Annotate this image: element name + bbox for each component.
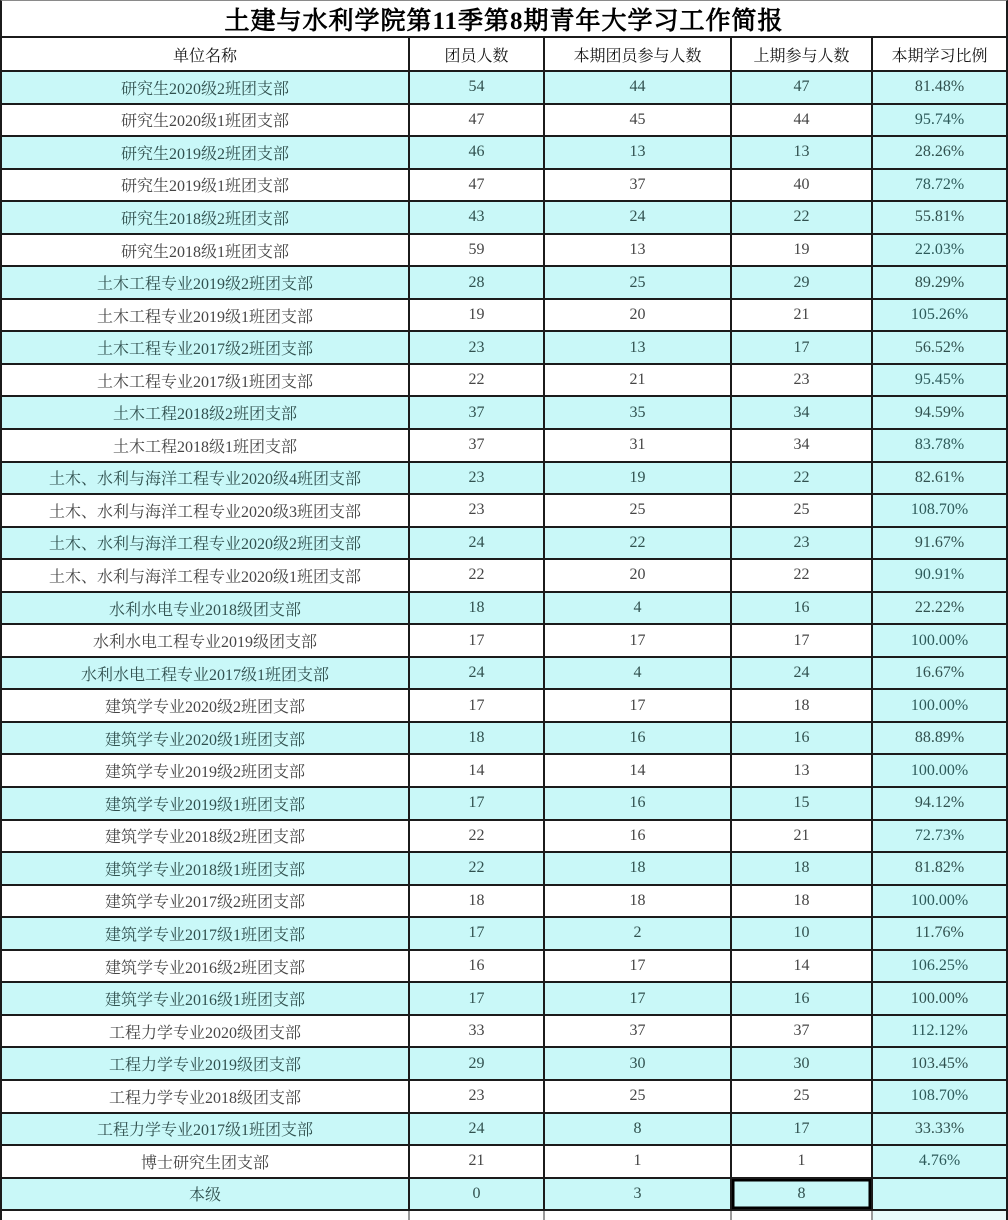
- cell-members[interactable]: 22: [410, 821, 545, 852]
- column-header-ratio[interactable]: 本期学习比例: [873, 38, 1006, 70]
- cell-members[interactable]: 22: [410, 365, 545, 396]
- table-row: [2, 1081, 1006, 1114]
- partial-cell: [873, 1211, 1006, 1220]
- table-header: [2, 38, 1006, 72]
- cell-previous[interactable]: 17: [732, 1114, 873, 1145]
- cell-members[interactable]: 17: [410, 788, 545, 819]
- cell-name[interactable]: 土木、水利与海洋工程专业2020级3班团支部: [2, 495, 410, 526]
- cell-current[interactable]: 37: [545, 1016, 732, 1047]
- column-header-unit-name[interactable]: 单位名称: [2, 38, 410, 70]
- cell-current[interactable]: 13: [545, 137, 732, 168]
- table-row: [2, 560, 1006, 593]
- cell-previous[interactable]: 18: [732, 853, 873, 884]
- cell-name[interactable]: 建筑学专业2019级2班团支部: [2, 755, 410, 786]
- cell-previous[interactable]: 21: [732, 300, 873, 331]
- column-header-previous[interactable]: 上期参与人数: [732, 38, 873, 70]
- table-row: [2, 625, 1006, 658]
- cell-name[interactable]: 土木工程专业2019级2班团支部: [2, 267, 410, 298]
- cell-ratio[interactable]: 94.12%: [873, 788, 1006, 819]
- page-title: 土建与水利学院第11季第8期青年大学习工作简报: [2, 1, 1006, 38]
- cell-current[interactable]: 17: [545, 951, 732, 982]
- table-row: [2, 495, 1006, 528]
- table-row: [2, 1048, 1006, 1081]
- cell-previous[interactable]: 30: [732, 1048, 873, 1079]
- cell-members[interactable]: 37: [410, 397, 545, 428]
- cell-name[interactable]: 水利水电工程专业2019级团支部: [2, 625, 410, 656]
- cell-ratio[interactable]: 94.59%: [873, 397, 1006, 428]
- cell-current[interactable]: 8: [545, 1114, 732, 1145]
- table-row: [2, 267, 1006, 300]
- cell-members[interactable]: 17: [410, 983, 545, 1014]
- cell-previous[interactable]: 10: [732, 918, 873, 949]
- cell-current[interactable]: 22: [545, 528, 732, 559]
- cell-name[interactable]: 建筑学专业2020级1班团支部: [2, 723, 410, 754]
- cell-members[interactable]: 23: [410, 495, 545, 526]
- cell-previous[interactable]: 13: [732, 137, 873, 168]
- table-row: [2, 430, 1006, 463]
- cell-members[interactable]: 47: [410, 170, 545, 201]
- cell-previous[interactable]: 37: [732, 1016, 873, 1047]
- cell-name[interactable]: 工程力学专业2019级团支部: [2, 1048, 410, 1079]
- cell-members[interactable]: 18: [410, 723, 545, 754]
- cell-name[interactable]: 研究生2018级1班团支部: [2, 235, 410, 266]
- table-row: [2, 821, 1006, 854]
- table-row: [2, 365, 1006, 398]
- table-row: [2, 788, 1006, 821]
- cell-name[interactable]: 建筑学专业2019级1班团支部: [2, 788, 410, 819]
- cell-ratio[interactable]: 100.00%: [873, 886, 1006, 917]
- cell-name[interactable]: 水利水电专业2018级团支部: [2, 593, 410, 624]
- cell-current[interactable]: 44: [545, 72, 732, 103]
- table-row: [2, 170, 1006, 203]
- cell-ratio[interactable]: 56.52%: [873, 332, 1006, 363]
- cell-previous[interactable]: 16: [732, 983, 873, 1014]
- cell-ratio[interactable]: 89.29%: [873, 267, 1006, 298]
- cell-current[interactable]: 17: [545, 625, 732, 656]
- table-row: [2, 593, 1006, 626]
- cell-ratio[interactable]: 95.74%: [873, 105, 1006, 136]
- cell-ratio[interactable]: 78.72%: [873, 170, 1006, 201]
- cell-ratio[interactable]: 55.81%: [873, 202, 1006, 233]
- table-body: [2, 72, 1006, 1211]
- cell-previous[interactable]: 22: [732, 463, 873, 494]
- table-row: [2, 528, 1006, 561]
- cell-name[interactable]: 建筑学专业2020级2班团支部: [2, 690, 410, 721]
- cell-ratio[interactable]: 11.76%: [873, 918, 1006, 949]
- cell-previous[interactable]: 16: [732, 593, 873, 624]
- cell-previous[interactable]: 34: [732, 430, 873, 461]
- table-row: [2, 1179, 1006, 1212]
- table-row: [2, 1146, 1006, 1179]
- cell-previous[interactable]: 22: [732, 560, 873, 591]
- cell-current[interactable]: 20: [545, 560, 732, 591]
- cell-current[interactable]: 1: [545, 1146, 732, 1177]
- partial-cell: [410, 1211, 545, 1220]
- cell-ratio[interactable]: 22.03%: [873, 235, 1006, 266]
- cell-members[interactable]: 19: [410, 300, 545, 331]
- cell-name[interactable]: 工程力学专业2020级团支部: [2, 1016, 410, 1047]
- cell-current[interactable]: 16: [545, 788, 732, 819]
- cell-ratio[interactable]: 95.45%: [873, 365, 1006, 396]
- cell-previous[interactable]: 13: [732, 755, 873, 786]
- cell-current[interactable]: 17: [545, 690, 732, 721]
- table-row: [2, 1114, 1006, 1147]
- cell-name[interactable]: 工程力学专业2018级团支部: [2, 1081, 410, 1112]
- cell-name[interactable]: 博士研究生团支部: [2, 1146, 410, 1177]
- cell-members[interactable]: 29: [410, 1048, 545, 1079]
- table-row: [2, 983, 1006, 1016]
- cell-members[interactable]: 46: [410, 137, 545, 168]
- cell-members[interactable]: 37: [410, 430, 545, 461]
- cell-ratio[interactable]: 22.22%: [873, 593, 1006, 624]
- cell-members[interactable]: 22: [410, 560, 545, 591]
- cell-name[interactable]: 建筑学专业2017级1班团支部: [2, 918, 410, 949]
- cell-name[interactable]: 土木、水利与海洋工程专业2020级1班团支部: [2, 560, 410, 591]
- cell-current[interactable]: 25: [545, 495, 732, 526]
- cell-name[interactable]: 土木、水利与海洋工程专业2020级2班团支部: [2, 528, 410, 559]
- cell-previous[interactable]: 21: [732, 821, 873, 852]
- cell-name[interactable]: 研究生2018级2班团支部: [2, 202, 410, 233]
- cell-current[interactable]: 24: [545, 202, 732, 233]
- cell-members[interactable]: 23: [410, 463, 545, 494]
- cell-previous[interactable]: 17: [732, 332, 873, 363]
- cell-current[interactable]: 16: [545, 723, 732, 754]
- cell-current[interactable]: 4: [545, 658, 732, 689]
- cell-previous[interactable]: 44: [732, 105, 873, 136]
- cell-members[interactable]: 24: [410, 528, 545, 559]
- cell-members[interactable]: 17: [410, 690, 545, 721]
- cell-members[interactable]: 59: [410, 235, 545, 266]
- cell-ratio[interactable]: 100.00%: [873, 625, 1006, 656]
- cell-name[interactable]: 建筑学专业2018级1班团支部: [2, 853, 410, 884]
- cell-ratio[interactable]: 100.00%: [873, 690, 1006, 721]
- cell-members[interactable]: 0: [410, 1179, 545, 1210]
- cell-name[interactable]: 建筑学专业2016级2班团支部: [2, 951, 410, 982]
- cell-current[interactable]: 31: [545, 430, 732, 461]
- cell-members[interactable]: 21: [410, 1146, 545, 1177]
- cell-members[interactable]: 24: [410, 1114, 545, 1145]
- cell-ratio[interactable]: 81.48%: [873, 72, 1006, 103]
- cell-ratio[interactable]: 108.70%: [873, 1081, 1006, 1112]
- table-row: [2, 1016, 1006, 1049]
- table-row: [2, 658, 1006, 691]
- cell-current[interactable]: 16: [545, 821, 732, 852]
- cell-ratio[interactable]: 88.89%: [873, 723, 1006, 754]
- cell-members[interactable]: 24: [410, 658, 545, 689]
- cell-previous[interactable]: 34: [732, 397, 873, 428]
- cell-members[interactable]: 33: [410, 1016, 545, 1047]
- cell-members[interactable]: 14: [410, 755, 545, 786]
- cell-current[interactable]: 35: [545, 397, 732, 428]
- cell-ratio[interactable]: 83.78%: [873, 430, 1006, 461]
- partial-cell: [2, 1211, 410, 1220]
- cell-name[interactable]: 建筑学专业2017级2班团支部: [2, 886, 410, 917]
- table-row: [2, 397, 1006, 430]
- cell-members[interactable]: 18: [410, 593, 545, 624]
- cell-current[interactable]: 2: [545, 918, 732, 949]
- cell-members[interactable]: 22: [410, 853, 545, 884]
- cell-ratio[interactable]: 90.91%: [873, 560, 1006, 591]
- cell-ratio[interactable]: 4.76%: [873, 1146, 1006, 1177]
- cell-members[interactable]: 18: [410, 886, 545, 917]
- cell-ratio[interactable]: 72.73%: [873, 821, 1006, 852]
- cell-ratio[interactable]: 105.26%: [873, 300, 1006, 331]
- partial-row: [2, 1211, 1006, 1220]
- cell-ratio[interactable]: 81.82%: [873, 853, 1006, 884]
- cell-current[interactable]: 21: [545, 365, 732, 396]
- cell-current[interactable]: 3: [545, 1179, 732, 1210]
- cell-members[interactable]: 47: [410, 105, 545, 136]
- cell-name[interactable]: 建筑学专业2016级1班团支部: [2, 983, 410, 1014]
- cell-previous[interactable]: 18: [732, 886, 873, 917]
- cell-previous[interactable]: 23: [732, 365, 873, 396]
- cell-current[interactable]: 13: [545, 332, 732, 363]
- cell-ratio[interactable]: [873, 1179, 1006, 1210]
- cell-name[interactable]: 水利水电工程专业2017级1班团支部: [2, 658, 410, 689]
- cell-name[interactable]: 本级: [2, 1179, 410, 1210]
- table-row: [2, 918, 1006, 951]
- table-row: [2, 886, 1006, 919]
- cell-previous[interactable]: 25: [732, 1081, 873, 1112]
- column-header-current[interactable]: 本期团员参与人数: [545, 38, 732, 70]
- cell-ratio[interactable]: 16.67%: [873, 658, 1006, 689]
- cell-current[interactable]: 20: [545, 300, 732, 331]
- selected-cell[interactable]: 8: [732, 1179, 873, 1210]
- table-row: [2, 853, 1006, 886]
- cell-previous[interactable]: 47: [732, 72, 873, 103]
- cell-previous[interactable]: 24: [732, 658, 873, 689]
- cell-current[interactable]: 13: [545, 235, 732, 266]
- cell-previous[interactable]: 15: [732, 788, 873, 819]
- cell-name[interactable]: 研究生2019级1班团支部: [2, 170, 410, 201]
- cell-current[interactable]: 14: [545, 755, 732, 786]
- table-row: [2, 690, 1006, 723]
- cell-current[interactable]: 17: [545, 983, 732, 1014]
- cell-previous[interactable]: 22: [732, 202, 873, 233]
- cell-ratio[interactable]: 91.67%: [873, 528, 1006, 559]
- cell-members[interactable]: 54: [410, 72, 545, 103]
- cell-current[interactable]: 4: [545, 593, 732, 624]
- partial-cell: [732, 1211, 873, 1220]
- cell-members[interactable]: 23: [410, 332, 545, 363]
- cell-name[interactable]: 工程力学专业2017级1班团支部: [2, 1114, 410, 1145]
- cell-name[interactable]: 土木工程2018级2班团支部: [2, 397, 410, 428]
- cell-ratio[interactable]: 103.45%: [873, 1048, 1006, 1079]
- cell-previous[interactable]: 18: [732, 690, 873, 721]
- cell-previous[interactable]: 23: [732, 528, 873, 559]
- table-row: [2, 332, 1006, 365]
- table-row: [2, 235, 1006, 268]
- cell-ratio[interactable]: 108.70%: [873, 495, 1006, 526]
- cell-ratio[interactable]: 112.12%: [873, 1016, 1006, 1047]
- cell-name[interactable]: 土木工程专业2017级1班团支部: [2, 365, 410, 396]
- cell-current[interactable]: 25: [545, 267, 732, 298]
- cell-members[interactable]: 28: [410, 267, 545, 298]
- cell-name[interactable]: 土木工程专业2017级2班团支部: [2, 332, 410, 363]
- cell-current[interactable]: 37: [545, 170, 732, 201]
- cell-current[interactable]: 18: [545, 886, 732, 917]
- cell-members[interactable]: 43: [410, 202, 545, 233]
- table-row: [2, 300, 1006, 333]
- cell-name[interactable]: 研究生2020级2班团支部: [2, 72, 410, 103]
- cell-previous[interactable]: 19: [732, 235, 873, 266]
- table-row: [2, 72, 1006, 105]
- cell-previous[interactable]: 14: [732, 951, 873, 982]
- cell-previous[interactable]: 29: [732, 267, 873, 298]
- cell-previous[interactable]: 40: [732, 170, 873, 201]
- cell-ratio[interactable]: 33.33%: [873, 1114, 1006, 1145]
- cell-name[interactable]: 土木工程专业2019级1班团支部: [2, 300, 410, 331]
- column-header-members[interactable]: 团员人数: [410, 38, 545, 70]
- cell-ratio[interactable]: 106.25%: [873, 951, 1006, 982]
- table-row: [2, 951, 1006, 984]
- cell-members[interactable]: 17: [410, 918, 545, 949]
- cell-current[interactable]: 18: [545, 853, 732, 884]
- cell-name[interactable]: 土木工程2018级1班团支部: [2, 430, 410, 461]
- cell-name[interactable]: 研究生2019级2班团支部: [2, 137, 410, 168]
- table-row: [2, 105, 1006, 138]
- cell-name[interactable]: 土木、水利与海洋工程专业2020级4班团支部: [2, 463, 410, 494]
- cell-ratio[interactable]: 28.26%: [873, 137, 1006, 168]
- cell-current[interactable]: 45: [545, 105, 732, 136]
- cell-name[interactable]: 研究生2020级1班团支部: [2, 105, 410, 136]
- cell-ratio[interactable]: 82.61%: [873, 463, 1006, 494]
- cell-ratio[interactable]: 100.00%: [873, 755, 1006, 786]
- table-row: [2, 137, 1006, 170]
- partial-cell: [545, 1211, 732, 1220]
- table-row: [2, 202, 1006, 235]
- cell-members[interactable]: 23: [410, 1081, 545, 1112]
- cell-members[interactable]: 16: [410, 951, 545, 982]
- table-row: [2, 723, 1006, 756]
- table-row: [2, 463, 1006, 496]
- cell-ratio[interactable]: 100.00%: [873, 983, 1006, 1014]
- cell-current[interactable]: 19: [545, 463, 732, 494]
- cell-members[interactable]: 17: [410, 625, 545, 656]
- cell-previous[interactable]: 16: [732, 723, 873, 754]
- cell-current[interactable]: 30: [545, 1048, 732, 1079]
- cell-current[interactable]: 25: [545, 1081, 732, 1112]
- cell-name[interactable]: 建筑学专业2018级2班团支部: [2, 821, 410, 852]
- table-row: [2, 755, 1006, 788]
- cell-previous[interactable]: 17: [732, 625, 873, 656]
- cell-previous[interactable]: 1: [732, 1146, 873, 1177]
- cell-previous[interactable]: 25: [732, 495, 873, 526]
